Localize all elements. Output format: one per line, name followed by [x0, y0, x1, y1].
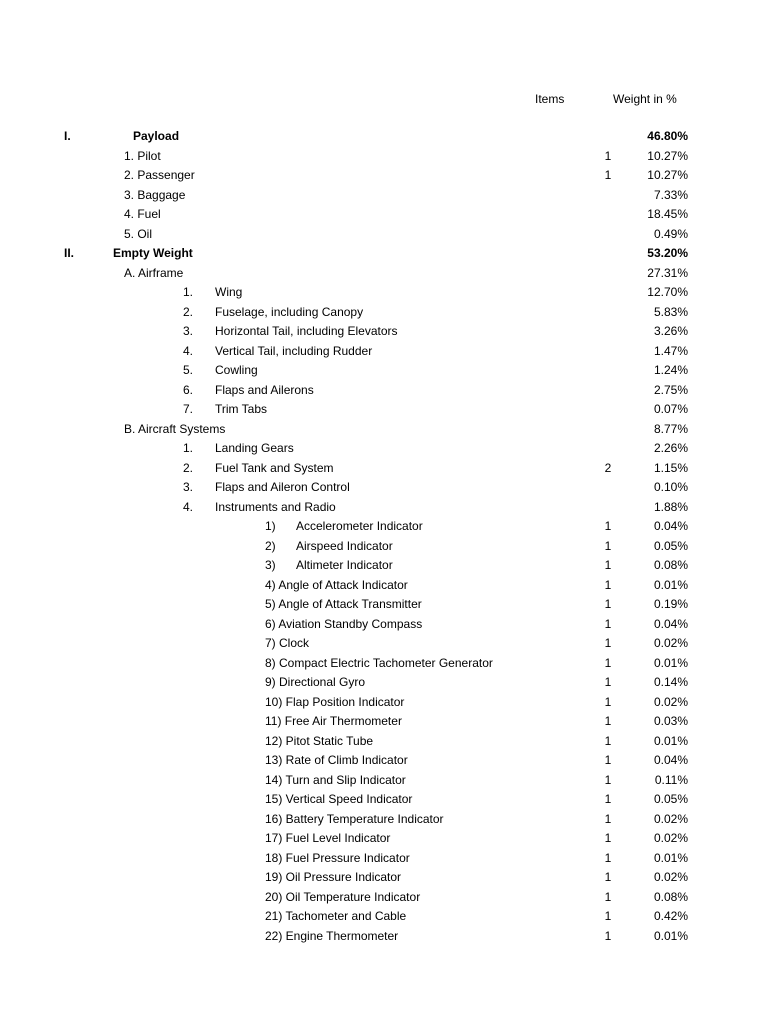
weight-percent: 0.01% [653, 655, 688, 670]
weight-percent: 0.02% [653, 811, 688, 826]
table-row [0, 595, 768, 615]
table-row [0, 634, 768, 654]
items-count: 1 [604, 889, 612, 904]
row-label: 5. Oil [124, 226, 153, 241]
weight-percent: 0.01% [653, 577, 688, 592]
row-label: 2. Passenger [124, 168, 195, 182]
weight-percent: 7.33% [653, 187, 688, 202]
weight-percent: 0.07% [653, 402, 688, 416]
table-row [0, 244, 768, 264]
items-count: 1 [604, 753, 612, 767]
items-count: 1 [604, 577, 612, 592]
row-label: 4) Angle of Attack Indicator [265, 577, 408, 592]
row-label: Instruments and Radio [215, 499, 336, 514]
weight-percent: 12.70% [647, 285, 688, 299]
table-row [0, 790, 768, 810]
weight-percent: 0.02% [653, 870, 688, 884]
section-numeral: I. [64, 129, 71, 143]
weight-percent: 0.05% [653, 792, 688, 806]
row-label: 14) Turn and Slip Indicator [265, 772, 406, 787]
weight-percent: 1.15% [653, 460, 688, 475]
table-row [0, 712, 768, 732]
table-row [0, 673, 768, 693]
items-count: 1 [604, 558, 612, 572]
weight-percent: 0.01% [653, 733, 688, 748]
row-label: 17) Fuel Level Indicator [265, 831, 391, 845]
item-number: 2. [183, 304, 194, 319]
items-count: 1 [604, 597, 612, 611]
items-count: 1 [604, 519, 612, 533]
items-count: 1 [604, 733, 612, 748]
row-label: 18) Fuel Pressure Indicator [265, 850, 410, 865]
weight-percent: 0.04% [653, 753, 688, 767]
table-row [0, 829, 768, 849]
weight-percent: 0.10% [653, 480, 688, 494]
weight-percent: 53.20% [647, 246, 688, 260]
item-number: 4. [183, 499, 194, 514]
item-number: 6. [183, 382, 194, 397]
row-label: 4. Fuel [124, 207, 161, 221]
items-count: 1 [604, 714, 612, 728]
weight-table-rows [0, 127, 768, 946]
row-label: 3. Baggage [124, 187, 186, 202]
table-row [0, 127, 768, 147]
row-label: Wing [215, 285, 243, 299]
weight-percent: 1.47% [653, 343, 688, 358]
items-count: 2 [604, 460, 612, 475]
weight-percent: 1.88% [653, 499, 688, 514]
weight-percent: 18.45% [647, 207, 688, 221]
weight-percent: 0.03% [653, 714, 688, 728]
items-count: 1 [604, 694, 612, 709]
weight-percent: 0.14% [653, 675, 688, 689]
table-row [0, 654, 768, 674]
table-row [0, 615, 768, 635]
table-row [0, 322, 768, 342]
weight-percent: 0.02% [653, 831, 688, 845]
items-count: 1 [604, 675, 612, 689]
weight-percent: 8.77% [653, 421, 688, 436]
weight-percent: 0.01% [653, 928, 688, 943]
table-row [0, 868, 768, 888]
table-row [0, 420, 768, 440]
row-label: B. Aircraft Systems [124, 421, 226, 436]
weight-percent: 2.75% [653, 382, 688, 397]
row-label: 12) Pitot Static Tube [265, 733, 374, 748]
items-count: 1 [604, 909, 612, 923]
weight-percent: 3.26% [653, 324, 688, 338]
table-row [0, 498, 768, 518]
item-number: 4. [183, 343, 194, 358]
weight-percent: 0.19% [653, 597, 688, 611]
item-number: 7. [183, 402, 194, 416]
table-row [0, 225, 768, 245]
weight-percent: 10.27% [647, 148, 688, 163]
table-row [0, 771, 768, 791]
row-label: 13) Rate of Climb Indicator [265, 753, 408, 767]
row-label: 16) Battery Temperature Indicator [265, 811, 444, 826]
row-label: Airspeed Indicator [296, 538, 393, 553]
table-row [0, 400, 768, 420]
row-label: Flaps and Aileron Control [215, 480, 350, 494]
row-label: Payload [133, 129, 180, 143]
weight-percent: 46.80% [647, 129, 688, 143]
table-row [0, 576, 768, 596]
row-label: Trim Tabs [215, 402, 268, 416]
items-count: 1 [604, 928, 612, 943]
weight-percent: 0.04% [653, 519, 688, 533]
weight-percent: 27.31% [647, 265, 688, 280]
items-count: 1 [604, 792, 612, 806]
table-row [0, 888, 768, 908]
item-number: 1. [183, 285, 194, 299]
item-number: 2) [265, 538, 276, 553]
weight-percent: 0.02% [653, 636, 688, 650]
weight-percent: 1.24% [653, 363, 688, 377]
items-count: 1 [604, 772, 612, 787]
item-number: 5. [183, 363, 194, 377]
items-count: 1 [604, 870, 612, 884]
weight-percent: 10.27% [647, 168, 688, 182]
weight-percent: 0.42% [653, 909, 688, 923]
row-label: A. Airframe [124, 265, 184, 280]
table-row [0, 751, 768, 771]
row-label: Cowling [215, 363, 258, 377]
table-row [0, 478, 768, 498]
row-label: 7) Clock [265, 636, 310, 650]
row-label: 19) Oil Pressure Indicator [265, 870, 402, 884]
row-label: 9) Directional Gyro [265, 675, 366, 689]
table-row [0, 205, 768, 225]
items-column-header: Items [535, 92, 565, 106]
weight-percent: 0.49% [653, 226, 688, 241]
table-row [0, 693, 768, 713]
row-label: 6) Aviation Standby Compass [265, 616, 423, 631]
row-label: 11) Free Air Thermometer [265, 714, 402, 728]
items-count: 1 [604, 811, 612, 826]
table-row [0, 537, 768, 557]
item-number: 2. [183, 460, 194, 475]
item-number: 1) [265, 519, 276, 533]
table-row [0, 517, 768, 537]
item-number: 3) [265, 558, 276, 572]
row-label: 21) Tachometer and Cable [265, 909, 407, 923]
table-row [0, 166, 768, 186]
row-label: 1. Pilot [124, 148, 161, 163]
table-row [0, 342, 768, 362]
table-row [0, 283, 768, 303]
row-label: Landing Gears [215, 441, 294, 455]
items-count: 1 [604, 538, 612, 553]
table-row [0, 186, 768, 206]
row-label: Fuel Tank and System [215, 460, 334, 475]
table-row [0, 810, 768, 830]
row-label: Flaps and Ailerons [215, 382, 314, 397]
items-count: 1 [604, 616, 612, 631]
section-numeral: II. [64, 246, 75, 260]
row-label: Fuselage, including Canopy [215, 304, 364, 319]
table-row [0, 381, 768, 401]
item-number: 1. [183, 441, 194, 455]
weight-percent: 0.04% [653, 616, 688, 631]
items-count: 1 [604, 148, 612, 163]
weight-percent: 5.83% [653, 304, 688, 319]
row-label: Accelerometer Indicator [296, 519, 423, 533]
weight-percent: 0.08% [653, 558, 688, 572]
row-label: Empty Weight [113, 246, 193, 260]
row-label: 22) Engine Thermometer [265, 928, 399, 943]
table-row [0, 732, 768, 752]
items-count: 1 [604, 168, 612, 182]
table-row [0, 264, 768, 284]
row-label: 15) Vertical Speed Indicator [265, 792, 413, 806]
row-label: 20) Oil Temperature Indicator [265, 889, 421, 904]
table-row [0, 361, 768, 381]
row-label: Vertical Tail, including Rudder [215, 343, 373, 358]
weight-percent: 2.26% [653, 441, 688, 455]
weight-percent: 0.05% [653, 538, 688, 553]
table-row [0, 849, 768, 869]
items-count: 1 [604, 831, 612, 845]
table-row [0, 303, 768, 323]
weight-percent: 0.11% [654, 772, 688, 787]
row-label: 10) Flap Position Indicator [265, 694, 405, 709]
weight-percent: 0.01% [653, 850, 688, 865]
weight-percent: 0.08% [653, 889, 688, 904]
table-row [0, 439, 768, 459]
table-row [0, 459, 768, 479]
item-number: 3. [183, 324, 194, 338]
table-row [0, 147, 768, 167]
items-count: 1 [604, 636, 612, 650]
table-row [0, 556, 768, 576]
item-number: 3. [183, 480, 194, 494]
weight-column-header: Weight in % [613, 92, 677, 106]
weight-percent: 0.02% [653, 694, 688, 709]
row-label: Horizontal Tail, including Elevators [215, 324, 398, 338]
table-row [0, 927, 768, 947]
row-label: Altimeter Indicator [296, 558, 393, 572]
row-label: 8) Compact Electric Tachometer Generator [265, 655, 493, 670]
row-label: 5) Angle of Attack Transmitter [265, 597, 422, 611]
items-count: 1 [604, 850, 612, 865]
items-count: 1 [604, 655, 612, 670]
table-row [0, 907, 768, 927]
